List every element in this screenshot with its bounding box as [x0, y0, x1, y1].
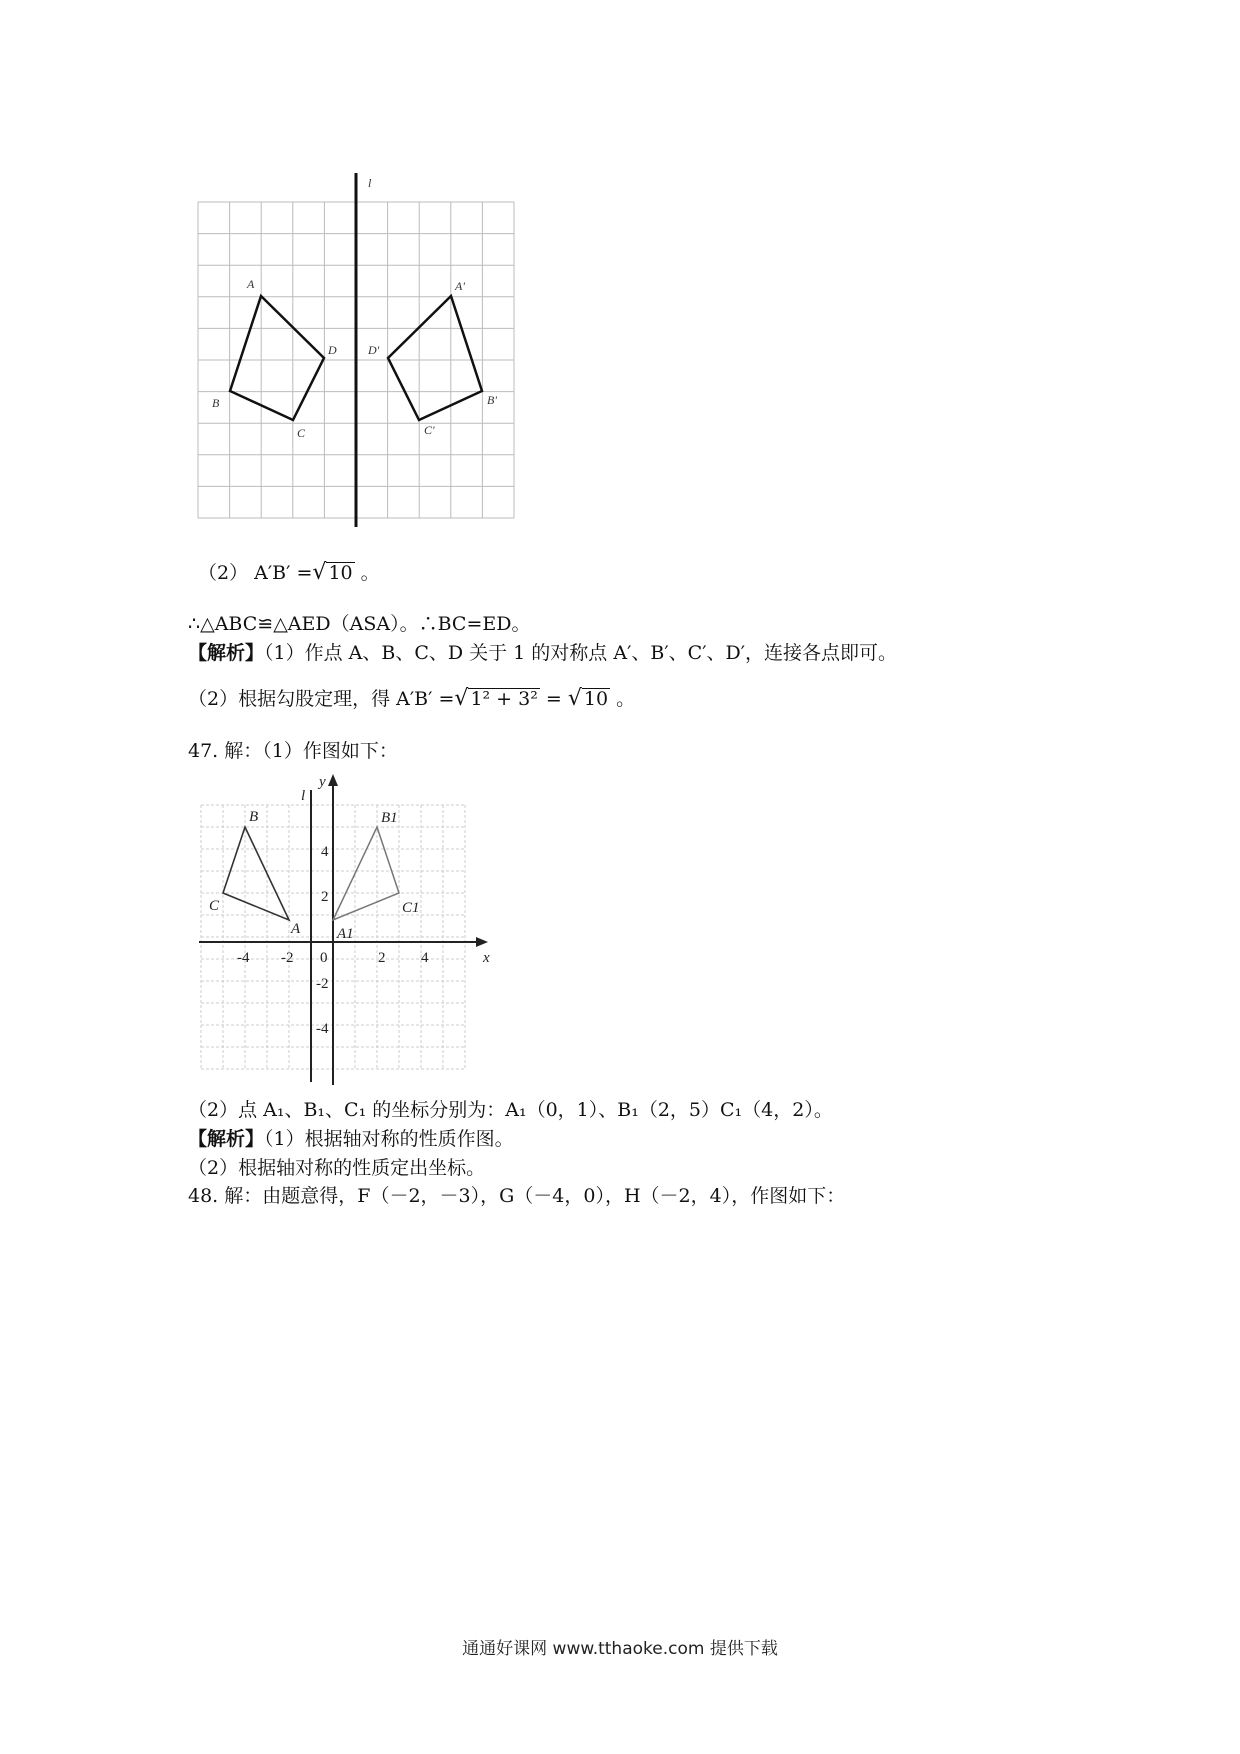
label-C: C [297, 426, 306, 440]
q47-heading: 47. 解：（1）作图如下： [188, 740, 398, 762]
label-D1: D' [368, 343, 380, 357]
x-tick-2: 2 [378, 950, 386, 966]
q48-heading: 48. 解：由题意得，F（－2，－3），G（－4，0），H（－2，4），作图如下： [188, 1185, 846, 1207]
quadrilateral-a1b1c1d1 [388, 296, 482, 420]
analysis-text: （1）作点 A、B、C、D 关于 1 的对称点 A′、B′、C′、D′，连接各点即可。 [264, 642, 898, 664]
analysis-bracket: 【解析】 [188, 1128, 265, 1150]
y-axis-arrow [328, 774, 338, 786]
x-tick-neg4: -4 [237, 950, 250, 966]
analysis-text: （1）根据轴对称的性质作图。 [264, 1128, 514, 1150]
label-A: A [247, 277, 255, 291]
analysis-bracket: 【解析】 [188, 642, 265, 664]
triangle-abc [223, 827, 289, 920]
label-B: B [249, 809, 259, 825]
axis-label-y: y [319, 774, 326, 790]
y-tick-neg2: -2 [316, 976, 329, 992]
answer-2-suffix: 。 [360, 562, 380, 584]
quadrilateral-abcd [230, 296, 324, 420]
label-C1: C' [424, 423, 435, 437]
x-tick-neg2: -2 [281, 950, 294, 966]
label-B1: B1 [381, 810, 398, 826]
coordinate-figure [195, 770, 505, 1090]
answer-2-radicand: 10 [328, 562, 353, 584]
analysis-2-radicand2: 10 [583, 688, 609, 710]
answer-2-line: （2） A′B′ =√ 10 。 [198, 560, 380, 585]
q47-analysis-1 [188, 1127, 514, 1151]
y-tick-4: 4 [321, 844, 329, 860]
y-tick-neg4: -4 [316, 1021, 329, 1037]
label-A1: A' [455, 279, 465, 293]
analysis-line-1 [188, 641, 897, 665]
footer: 通通好课网 www.tthaoke.com 提供下载 [462, 1639, 778, 1659]
label-C: C [209, 898, 220, 914]
axis-label-l: l [368, 176, 372, 190]
q47-part2: （2）点 A₁、B₁、C₁ 的坐标分别为：A₁（0，1）、B₁（2，5）C₁（4，2）。 [188, 1099, 833, 1121]
analysis-2-suffix: 。 [616, 688, 636, 710]
label-C1: C1 [402, 900, 420, 916]
congruence-line: ∴△ABC≌△AED（ASA）。∴BC=ED。 [188, 613, 531, 635]
label-A: A [291, 921, 301, 937]
x-tick-4: 4 [421, 950, 429, 966]
analysis-2-radicand: 1² + 3² [470, 688, 538, 710]
label-A1: A1 [337, 926, 354, 942]
label-B: B [212, 396, 220, 410]
x-axis-arrow [476, 937, 488, 947]
axis-label-x: x [483, 950, 490, 966]
label-D: D [328, 343, 337, 357]
label-B1: B' [487, 393, 497, 407]
x-tick-0: 0 [320, 950, 328, 966]
analysis-2-equals: = [545, 688, 562, 710]
analysis-2-prefix: （2）根据勾股定理，得 A′B′ = [188, 688, 455, 710]
reflection-figure [195, 170, 530, 535]
answer-2-prefix: （2） A′B′ = [198, 562, 313, 584]
q47-analysis-2: （2）根据轴对称的性质定出坐标。 [188, 1157, 486, 1179]
analysis-line-2: （2）根据勾股定理，得 A′B′ =√ 1² + 3² = √ 10 。 [188, 686, 636, 711]
y-tick-2: 2 [321, 889, 329, 905]
triangle-a1b1c1 [333, 827, 399, 920]
axis-label-l: l [301, 788, 306, 804]
